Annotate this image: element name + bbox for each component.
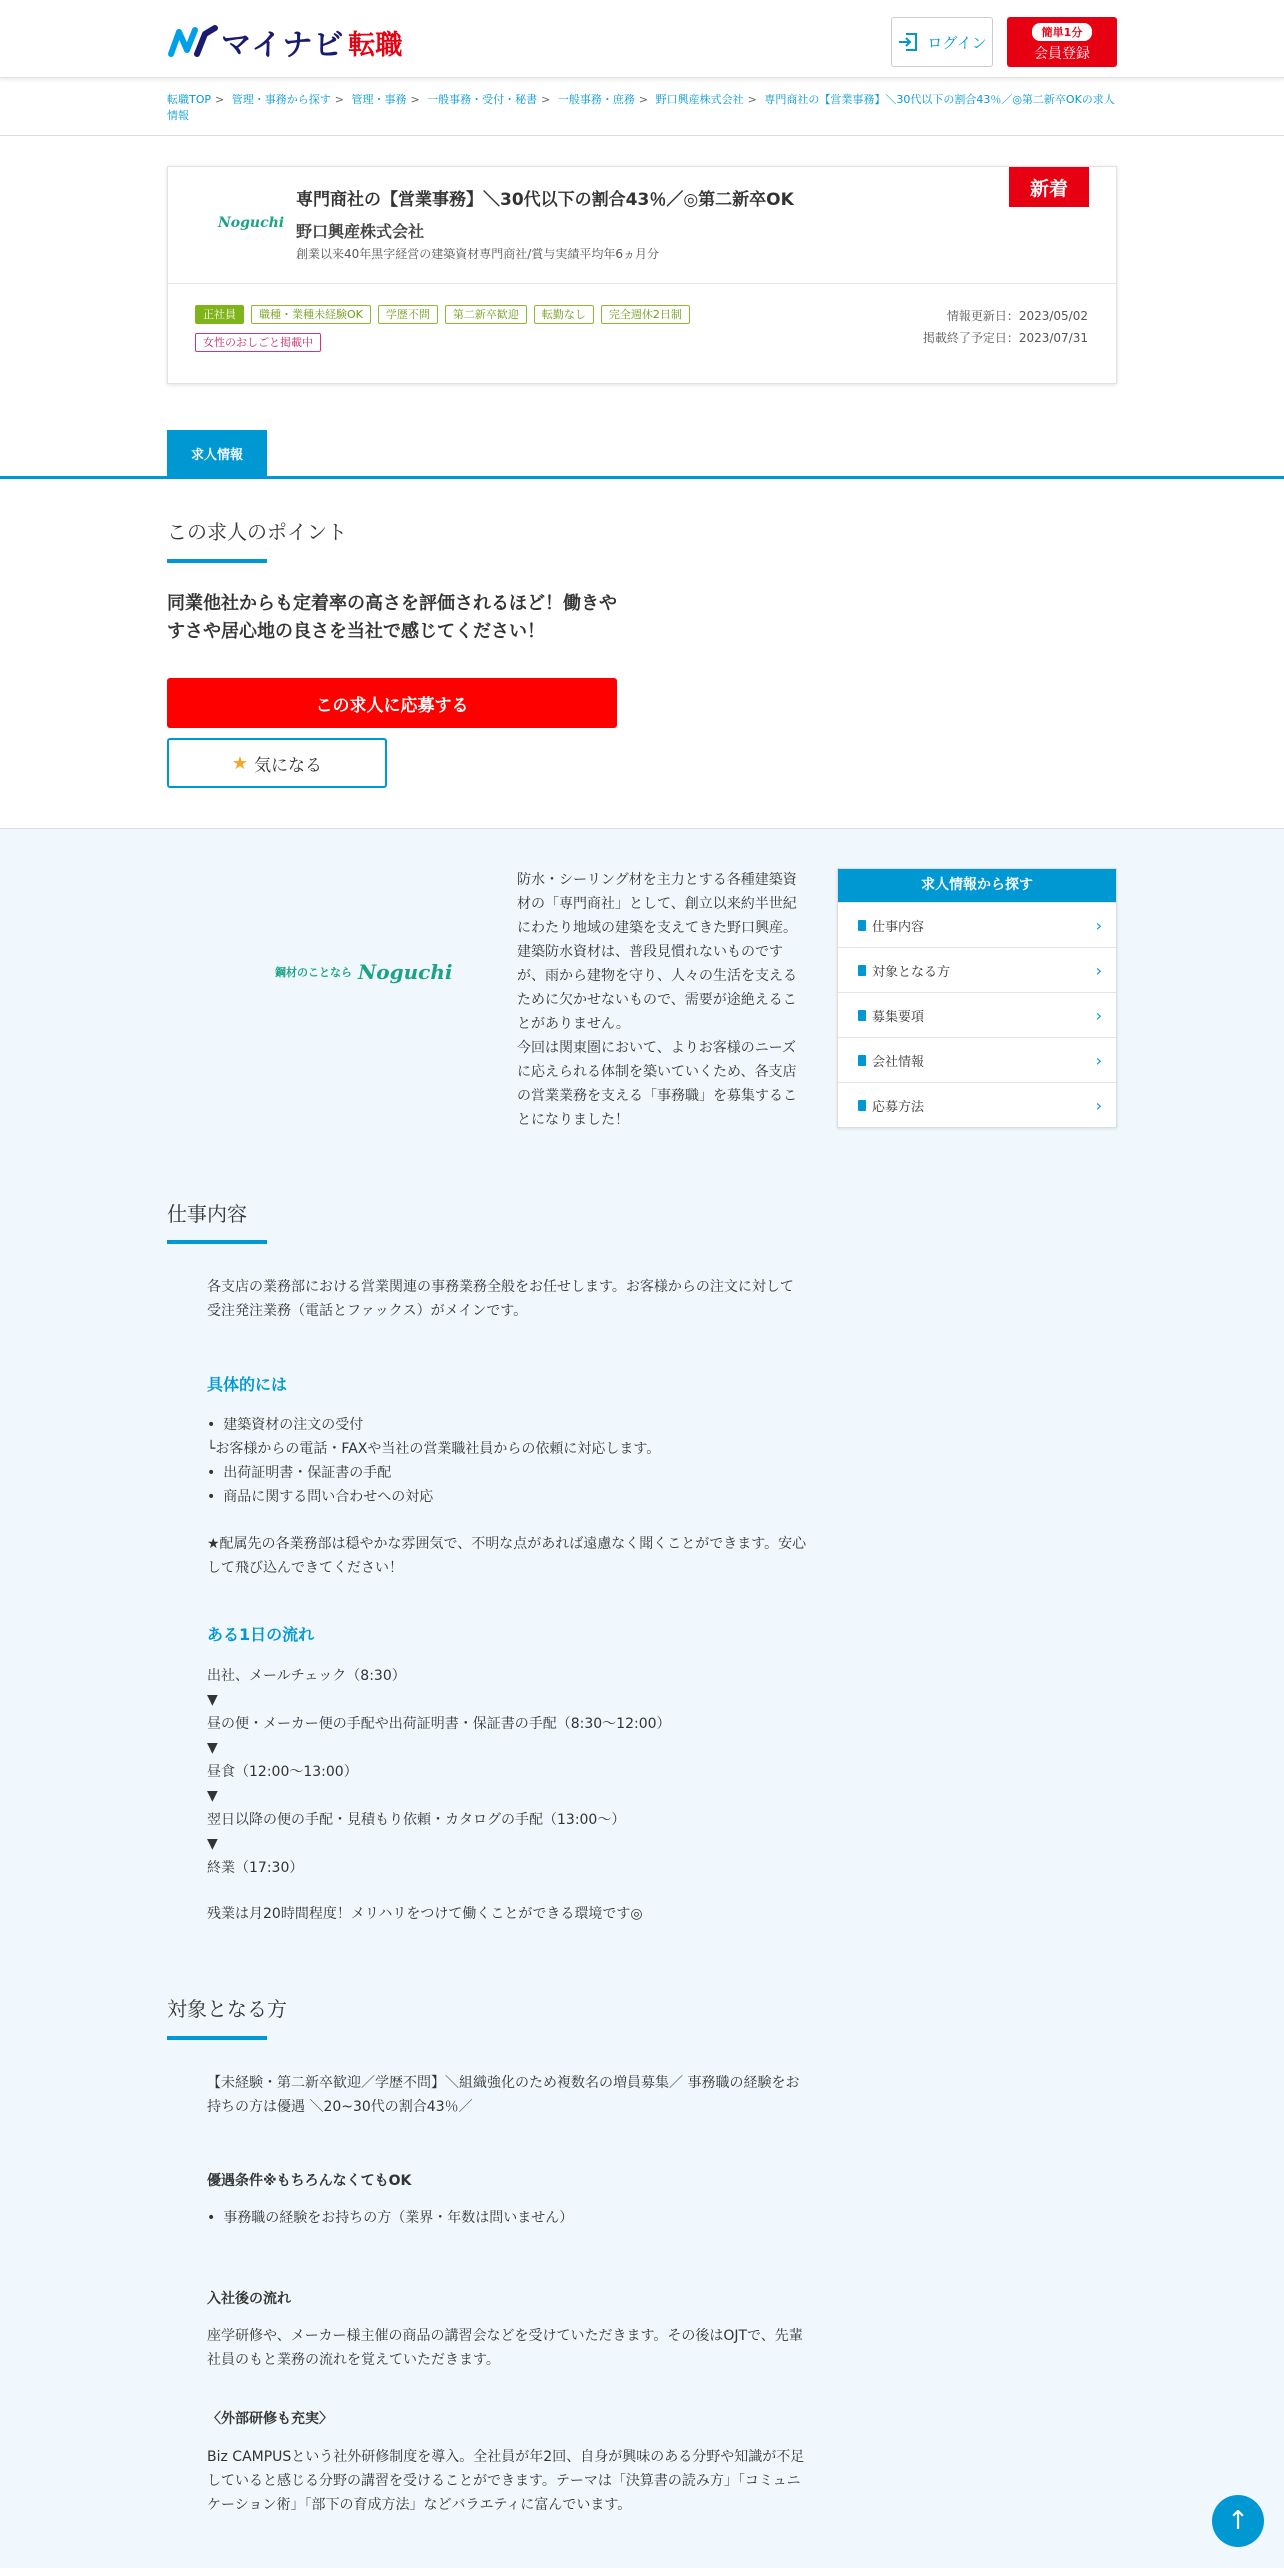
apply-button[interactable]: この求人に応募する — [167, 678, 617, 728]
company-intro-logo — [275, 960, 452, 984]
overtime-text: 残業は月20時間程度！メリハリをつけて働くことができる環境です◎ — [207, 1906, 643, 1922]
side-nav-item-requirements[interactable] — [838, 992, 1116, 1037]
login-button[interactable] — [891, 17, 993, 67]
register-pill: 簡単1分 — [1032, 23, 1093, 41]
breadcrumb-separator: > — [410, 93, 420, 106]
mynavi-logo-icon — [167, 24, 219, 60]
tab-underline — [0, 476, 1284, 479]
side-nav-label: 応募方法 — [872, 1099, 925, 1115]
breadcrumb-separator: > — [747, 93, 757, 106]
breadcrumb-separator: > — [638, 93, 649, 106]
breadcrumb-item[interactable]: 転職TOP — [167, 93, 212, 106]
tag: 第二新卒歓迎 — [445, 305, 527, 324]
side-nav-label: 仕事内容 — [872, 919, 925, 935]
tag: 転勤なし — [534, 305, 594, 324]
work-title-underline — [167, 1240, 267, 1244]
chevron-right-icon: › — [1095, 1095, 1102, 1115]
list-item: • 事務職の経験をお持ちの方（業界・年数は問いません） — [207, 2206, 807, 2230]
register-label: 会員登録 — [1034, 46, 1090, 62]
tab-job-info[interactable]: 求人情報 — [167, 430, 267, 477]
work-lead: 各支店の業務部における営業関連の事務業務全般をお任せします。お客様からの注文に対して受注発注業務（電話とファックス）がメインです。 — [207, 1279, 794, 1319]
target-lead: 【未経験・第二新卒歓迎／学歴不問】＼組織強化のため複数名の増員募集／ 事務職の経験をお持ちの方は優遇 ＼20~30代の割合43％／ — [207, 2075, 800, 2115]
breadcrumb-item[interactable]: 野口興産株式会社 — [655, 93, 744, 106]
end-date: 掲載終了予定日：2023/07/31 — [922, 331, 1088, 345]
document-icon — [858, 920, 866, 931]
document-icon — [858, 1010, 866, 1021]
external-training-heading: 〈外部研修も充実〉 — [207, 2411, 333, 2427]
chevron-right-icon: › — [1095, 915, 1102, 935]
preferred-heading: 優遇条件※もちろんなくてもOK — [207, 2173, 412, 2189]
company-name: 野口興産株式会社 — [296, 222, 425, 241]
logo-wordmark: Noguchi — [358, 960, 453, 984]
flow-arrow: ▼ — [207, 1692, 218, 1708]
tag: 完全週休2日制 — [601, 305, 690, 324]
breadcrumb-divider — [0, 135, 1284, 136]
tag: 学歴不問 — [378, 305, 438, 324]
document-icon — [858, 1100, 866, 1111]
site-header — [0, 0, 1284, 78]
side-nav-item-work[interactable] — [838, 902, 1116, 947]
flow-arrow: ▼ — [207, 1836, 218, 1852]
side-nav-item-apply[interactable] — [838, 1082, 1116, 1127]
updated-date: 情報更新日：2023/05/02 — [946, 309, 1088, 323]
chevron-right-icon: › — [1095, 960, 1102, 980]
list-item: • 出荷証明書・保証書の手配 — [207, 1461, 807, 1485]
side-nav-label: 対象となる方 — [872, 964, 951, 980]
side-nav-label: 募集要項 — [872, 1009, 925, 1025]
job-dates — [923, 305, 1088, 349]
chevron-right-icon: › — [1095, 1050, 1102, 1070]
concrete-heading: 具体的には — [207, 1375, 288, 1394]
breadcrumb-item[interactable]: 一般事務・受付・秘書 — [427, 93, 538, 106]
breadcrumb-separator: > — [215, 93, 225, 106]
list-item: • 建築資材の注文の受付 — [207, 1413, 807, 1437]
login-icon — [897, 31, 919, 53]
points-text: 同業他社からも定着率の高さを評価されるほど！働きやすさや居心地の良さを当社で感じてください！ — [167, 593, 617, 642]
login-label: ログイン — [927, 33, 987, 52]
target-title-underline — [167, 2036, 267, 2040]
favorite-button[interactable] — [167, 738, 387, 788]
company-logo: Noguchi — [218, 215, 285, 231]
breadcrumb-separator: > — [541, 93, 551, 106]
side-nav-item-target[interactable] — [838, 947, 1116, 992]
work-note: ★配属先の各業務部は穏やかな雰囲気で、不明な点があれば遠慮なく聞くことができます。安心して飛び込んできてください！ — [207, 1536, 807, 1576]
external-training-text: Biz CAMPUSという社外研修制度を導入。全社員が年2回、自身が興味のある分野や知識が不足していると感じる分野の講習を受けることができます。テーマは「決算書の読み方」「コミュニケーション術」「部下の育成方法」などバラエティに富んでいます。 — [207, 2449, 805, 2513]
breadcrumb-item[interactable]: 管理・事務 — [351, 93, 407, 106]
side-nav-item-company[interactable] — [838, 1037, 1116, 1082]
after-joining-text: 座学研修や、メーカー様主催の商品の講習会などを受けていただきます。その後はOJTで、先輩社員のもと業務の流れを覚えていただきます。 — [207, 2328, 803, 2368]
concrete-list — [207, 1413, 807, 1509]
card-divider — [168, 283, 1116, 284]
new-badge: 新着 — [1009, 167, 1089, 207]
logo-caption: 鋼材のことなら — [275, 966, 352, 979]
document-icon — [858, 1055, 866, 1066]
favorite-label: 気になる — [254, 755, 323, 776]
points-title-underline — [167, 559, 267, 563]
list-item: • 商品に関する問い合わせへの対応 — [207, 1485, 807, 1509]
job-tags — [195, 303, 795, 359]
flow-step: 昼の便・メーカー便の手配や出荷証明書・保証書の手配（8:30～12:00） — [207, 1716, 671, 1732]
daily-flow — [207, 1664, 807, 1880]
job-title: 専門商社の【営業事務】＼30代以下の割合43％／◎第二新卒OK — [296, 190, 794, 210]
intro-paragraph: 防水・シーリング材を主力とする各種建築資材の「専門商社」として、創立以来約半世紀にわたり地域の建築を支えてきた野口興産。建築防水資材は、普段見慣れないものですが、雨から建物を守り、人々の生活を支えるために欠かせないもので、需要が途絶えることがありません。 — [517, 872, 797, 1032]
arrow-up-icon: ↑ — [1227, 2506, 1249, 2536]
intro-paragraph: 今回は関東圏において、よりお客様のニーズに応えられる体制を築いていくため、各支店の営業業務を支える「事務職」を募集することになりました！ — [517, 1040, 797, 1128]
preferred-list — [207, 2206, 807, 2230]
target-title: 対象となる方 — [167, 1997, 287, 2021]
breadcrumb-item[interactable]: 管理・事務から探す — [231, 93, 331, 106]
side-nav-title: 求人情報から探す — [838, 869, 1116, 902]
star-icon: ★ — [231, 752, 249, 774]
side-nav-label: 会社情報 — [872, 1054, 925, 1070]
company-description: 創業以来40年黒字経営の建築資材専門商社/賞与実績平均年6ヵ月分 — [296, 247, 659, 261]
document-icon — [858, 965, 866, 976]
register-button[interactable] — [1007, 17, 1117, 67]
points-title: この求人のポイント — [167, 520, 347, 544]
logo-text: マイナビ — [221, 28, 345, 63]
tag: 職種・業種未経験OK — [251, 305, 371, 324]
breadcrumb — [167, 92, 1117, 124]
chevron-right-icon: › — [1095, 1005, 1102, 1025]
flow-step: 昼食（12:00～13:00） — [207, 1764, 358, 1780]
flow-step: 出社、メールチェック（8:30） — [207, 1668, 406, 1684]
tag-employment-type: 正社員 — [195, 305, 244, 324]
breadcrumb-current[interactable]: 専門商社の【営業事務】＼30代以下の割合43％／◎第二新卒OKの求人情報 — [167, 93, 1115, 122]
list-item-sub: └お客様からの電話・FAXや当社の営業職社員からの依頼に対応します。 — [207, 1441, 661, 1457]
flow-step: 終業（17:30） — [207, 1860, 304, 1876]
logo-sub-text: 転職 — [348, 29, 403, 61]
after-joining-heading: 入社後の流れ — [207, 2291, 291, 2307]
scroll-to-top-button[interactable] — [1212, 2495, 1264, 2547]
breadcrumb-item[interactable]: 一般事務・庶務 — [557, 93, 635, 106]
job-summary-card — [167, 166, 1117, 384]
breadcrumb-separator: > — [334, 93, 344, 106]
flow-arrow: ▼ — [207, 1788, 218, 1804]
work-title: 仕事内容 — [167, 1202, 247, 1226]
flow-arrow: ▼ — [207, 1740, 218, 1756]
company-intro-text — [517, 868, 800, 1132]
tag-women: 女性のおしごと掲載中 — [195, 333, 321, 352]
side-nav — [837, 868, 1117, 1128]
site-logo[interactable] — [167, 22, 402, 62]
flow-heading: ある1日の流れ — [207, 1625, 315, 1644]
flow-step: 翌日以降の便の手配・見積もり依頼・カタログの手配（13:00～） — [207, 1812, 626, 1828]
